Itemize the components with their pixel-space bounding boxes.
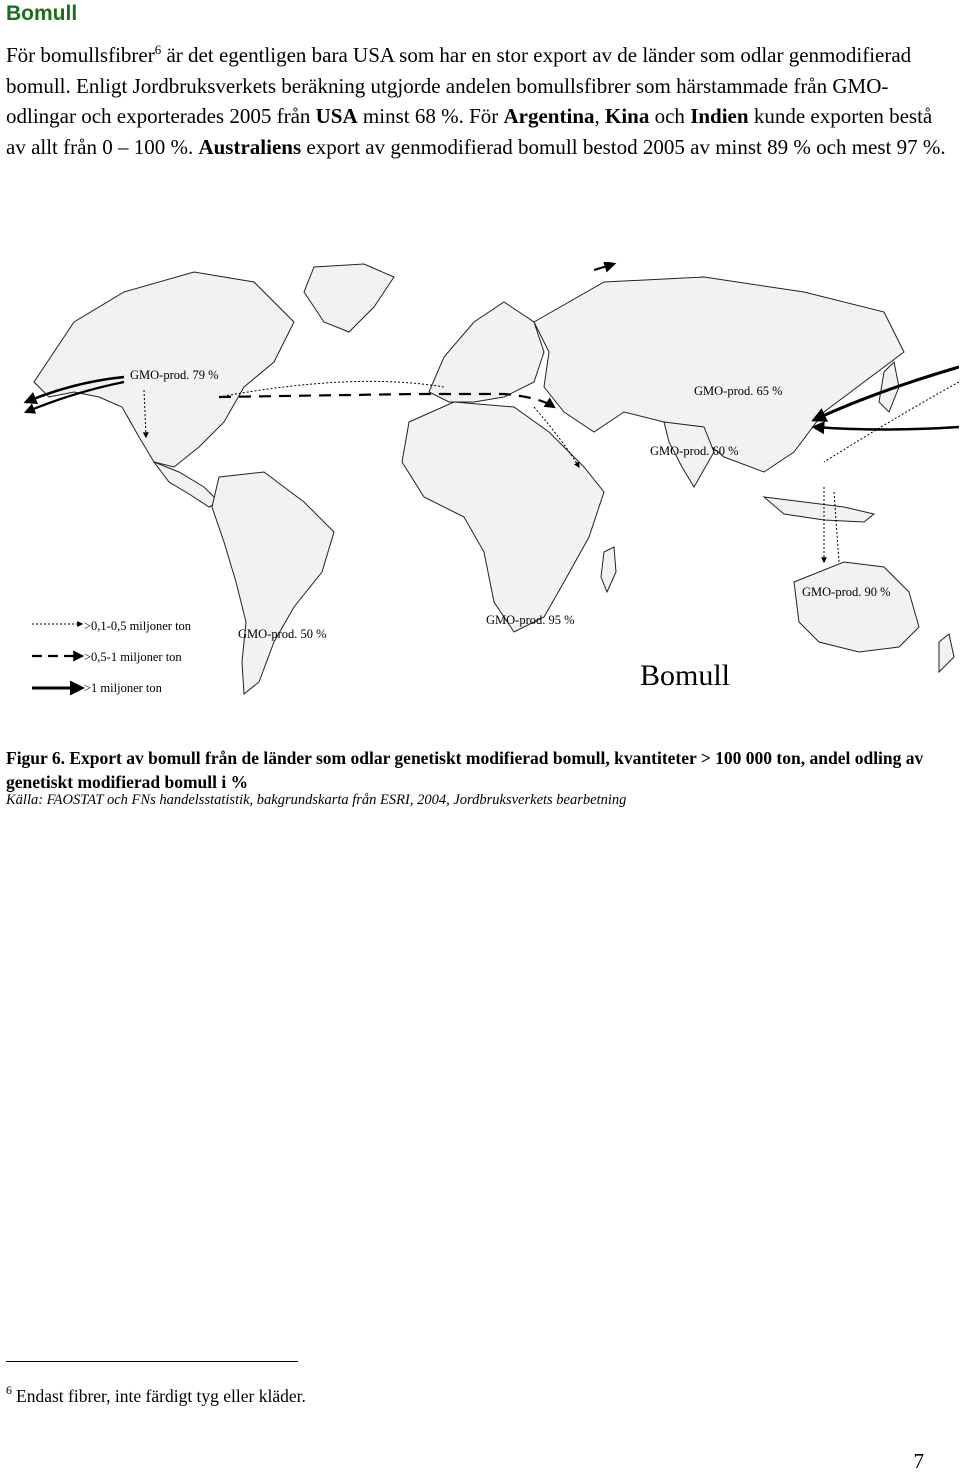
continent-africa [402,402,604,632]
route-dotted-australia [834,492,839,562]
footnote-text: Endast fibrer, inte färdigt tyg eller kläder. [16,1386,306,1406]
footnote-divider [6,1361,298,1362]
page-number: 7 [913,1449,924,1473]
country-australia: Australiens [198,134,302,159]
para-text: , [594,104,605,129]
para-text: och [649,104,691,129]
para-text: är det egentligen bara USA som har en stor export av de länder som odlar genmodifierad bomull. Enligt Jordbruksverkets beräkning utgjorde andelen bomullsfibrer som härstammade från GMO-odlingar och exporterades 2005 från [6,43,912,129]
country-usa: USA [315,104,358,129]
label-south-africa: GMO-prod. 95 % [486,613,575,627]
body-paragraph [6,40,946,162]
label-australia: GMO-prod. 90 % [802,585,891,599]
continent-central-america [154,462,219,507]
continent-south-america [212,472,334,694]
continent-europe [429,302,544,402]
world-map-figure [4,262,959,712]
label-argentina: GMO-prod. 50 % [238,627,327,641]
map-title: Bomull [640,659,731,692]
legend-dashed-label: >0,5-1 miljoner ton [84,650,182,664]
route-dotted-arctic [594,264,614,270]
country-argentina: Argentina [503,104,595,129]
footnote-number: 6 [6,1383,12,1397]
country-kina: Kina [605,104,650,129]
new-zealand [939,634,954,672]
greenland [304,264,394,332]
indonesia [764,497,874,522]
footnote [6,1383,306,1407]
figure-source: Källa: FAOSTAT och FNs handelsstatistik, bakgrundskarta från ESRI, 2004, Jordbruksverkets bearbetning [6,792,627,808]
continent-asia [534,277,904,472]
legend-dotted-label: >0,1-0,5 miljoner ton [84,619,192,633]
para-text: minst 68 %. För [357,104,504,129]
para-text: kunde exporten bestå av allt från 0 – 100 %. [6,104,933,159]
country-indien: Indien [690,104,749,129]
label-usa: GMO-prod. 79 % [130,368,219,382]
section-heading: Bomull [6,2,78,25]
world-map [4,262,959,712]
legend-solid-label: >1 miljoner ton [84,681,162,695]
route-pacific-solid-2 [814,427,959,430]
continent-australia [794,562,919,652]
figure-caption: Figur 6. Export av bomull från de länder som odlar genetiskt modifierad bomull, kvantiteter > 100 000 ton, andel odling av genetiskt modifierad bomull i % [6,748,924,792]
label-china: GMO-prod. 65 % [694,384,783,398]
madagascar [601,547,616,592]
footnote-ref[interactable]: 6 [154,42,162,57]
label-india: GMO-prod. 60 % [650,444,739,458]
para-text: För bomullsfibrer [6,43,155,67]
para-text: export av genmodifierad bomull bestod 2005 av minst 89 % och mest 97 %. [301,134,946,159]
